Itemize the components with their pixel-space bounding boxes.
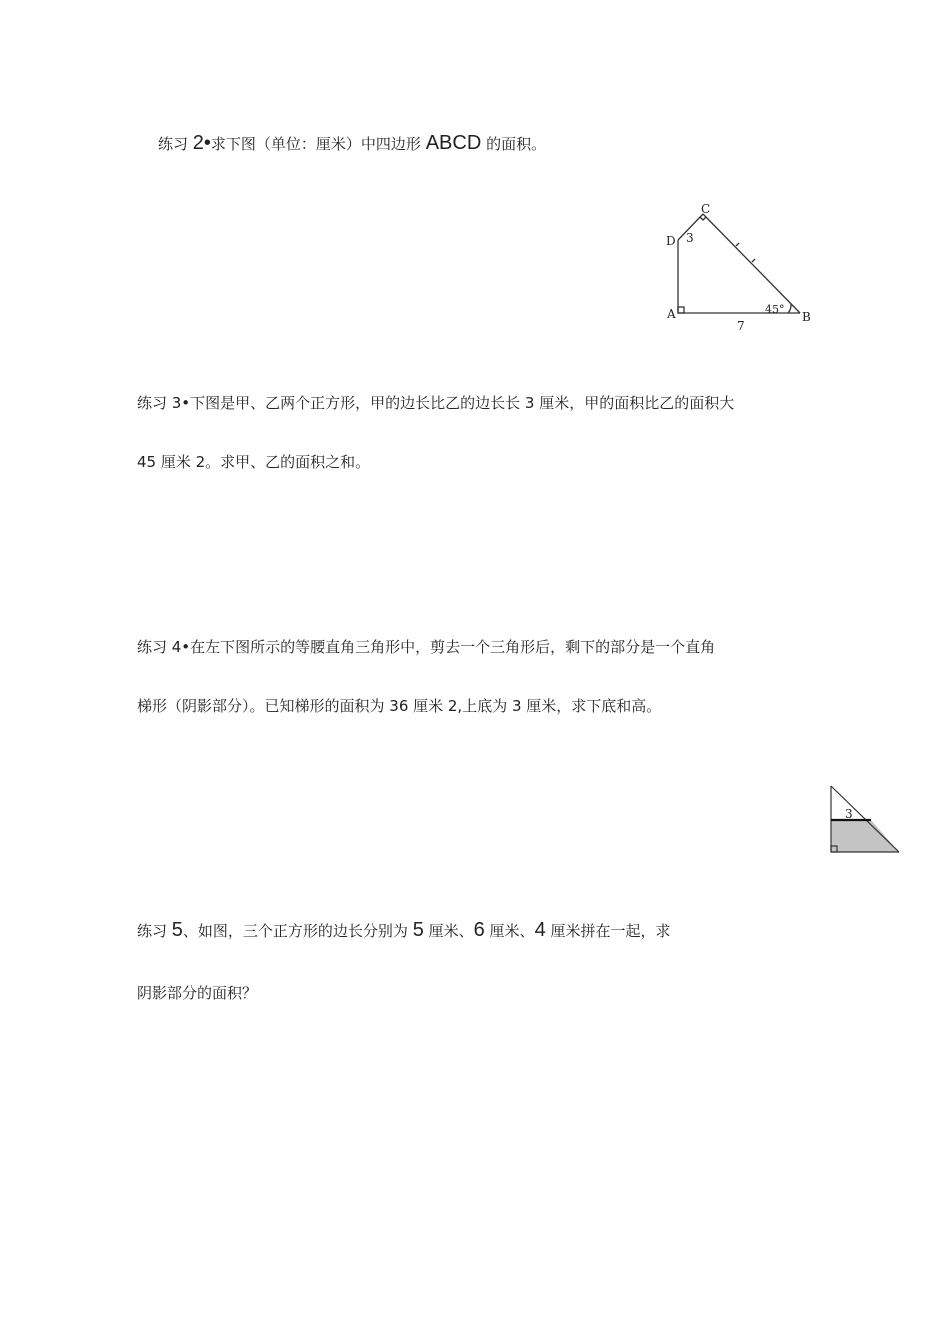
ex2-side-cb — [703, 214, 800, 313]
ex4-shaded-trapezoid — [831, 820, 899, 852]
ex2-text-1: 求下图（单位：厘米）中四边形 — [210, 135, 421, 153]
ex2-number: 2• — [192, 132, 211, 154]
ex2-angle-arc-b — [788, 304, 791, 313]
ex2-label-c: C — [701, 202, 711, 216]
ex5-line-1 — [137, 920, 670, 941]
ex3-line-2: 45 厘米 2。求甲、乙的面积之和。 — [137, 453, 371, 471]
ex4-line-1: 练习 4•在左下图所示的等腰直角三角形中，剪去一个三角形后，剩下的部分是一个直角 — [137, 638, 716, 656]
ex4-line-2: 梯形（阴影部分）。已知梯形的面积为 36 厘米 2,上底为 3 厘米，求下底和高。 — [137, 697, 662, 715]
ex5-text-4: 厘米拼在一起，求 — [550, 922, 671, 940]
ex2-label-d: D — [666, 234, 676, 248]
ex5-side-4: 4 — [534, 919, 546, 941]
ex2-quadrilateral-figure — [660, 200, 820, 335]
ex2-tick-1 — [736, 243, 739, 246]
ex5-line-2: 阴影部分的面积？ — [137, 984, 258, 1002]
ex2-label-a: A — [667, 307, 676, 321]
ex2-prefix: 练习 — [158, 135, 189, 153]
ex4-label-3: 3 — [845, 807, 853, 821]
ex5-prefix: 练习 — [137, 922, 168, 940]
ex2-text-2: 的面积。 — [486, 135, 547, 153]
ex3-line-1: 练习 3•下图是甲、乙两个正方形，甲的边长比乙的边长长 3 厘米，甲的面积比乙的面积大 — [137, 394, 735, 412]
ex2-label-b: B — [802, 310, 811, 324]
ex2-label-45: 45° — [765, 303, 785, 316]
ex5-text-3: 厘米、 — [489, 922, 535, 940]
ex2-tick-2 — [752, 259, 755, 262]
ex2-right-angle-a — [678, 307, 684, 313]
ex5-text-1: 、如图，三个正方形的边长分别为 — [182, 922, 408, 940]
ex2-abcd: ABCD — [425, 132, 482, 154]
ex5-text-2: 厘米、 — [428, 922, 474, 940]
ex2-right-angle-c — [700, 217, 706, 220]
ex5-number: 5 — [171, 919, 183, 941]
ex4-triangle-figure — [825, 780, 905, 858]
ex5-side-6: 6 — [473, 919, 485, 941]
ex2-question — [158, 133, 546, 154]
ex2-label-7: 7 — [737, 319, 745, 333]
ex5-side-5: 5 — [412, 919, 424, 941]
ex2-label-3: 3 — [686, 231, 694, 245]
